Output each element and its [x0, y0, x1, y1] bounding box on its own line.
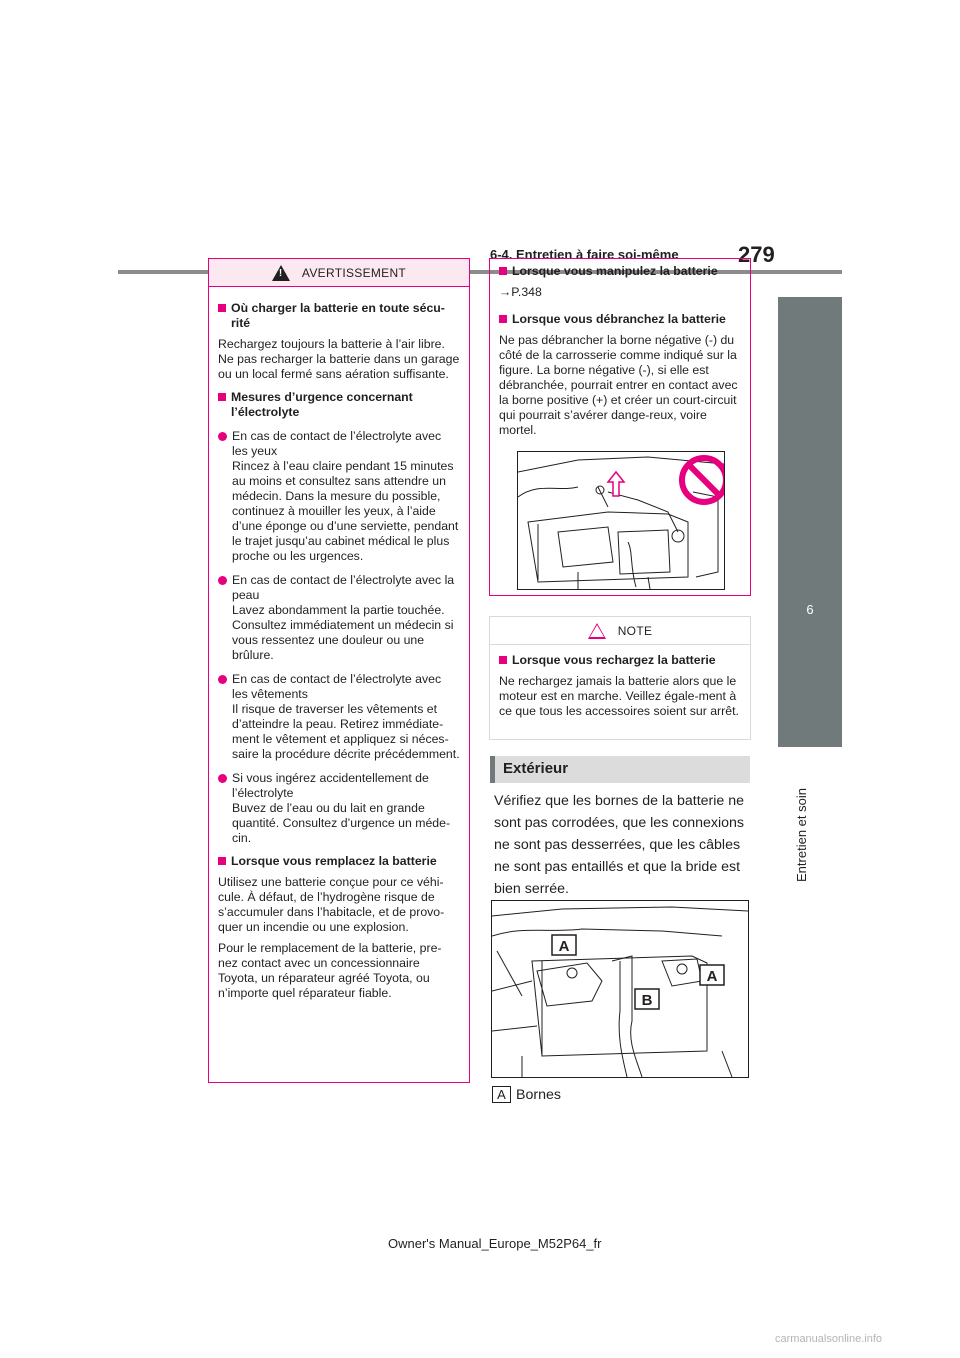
warning-text-replacement-2: Pour le remplacement de la batterie, pre-nez contact avec un concessionnaire Toyota, un réparateur agréé Toyota, ou n’importe quel réparateur fiable. — [218, 941, 442, 1000]
note-box — [489, 616, 751, 740]
figure-label-a-left: A — [558, 938, 570, 955]
warning-bullet-skin: En cas de contact de l’électrolyte avec la peau Lavez abondamment la partie touchée. Consultez immédiatement un médecin si vous ressentez une douleur ou une brûlure. — [218, 573, 460, 663]
warning-bullet-clothes: En cas de contact de l’électrolyte avec les vêtements Il risque de traverser les vêtements et d’atteindre la peau. Retirez immédiate-ment le vêtement et appliquez si néces-saire la procédure décrite précédemment. — [218, 672, 460, 762]
battery-terminals-figure — [491, 900, 749, 1078]
warning-box — [208, 258, 470, 1083]
caption-letter-box: A — [492, 1086, 511, 1103]
header-title: 6-4. Entretien à faire soi-même — [490, 247, 679, 262]
warning-bullet-ingestion: Si vous ingérez accidentellement de l’électrolyte Buvez de l’eau ou du lait en grande quantité. Consultez d’urgence un méde-cin. — [218, 771, 460, 846]
chapter-side-label — [792, 760, 812, 910]
heading-disconnecting-battery: Lorsque vous débranchez la batterie — [499, 312, 741, 327]
warning-text-replacement-1: Utilisez une batterie conçue pour ce véhi-cule. À défaut, de l’hydrogène risque de s’accumuler dans l’habitacle, et de provo-quer un incendie ou une explosion. — [218, 875, 445, 934]
warning-triangle-icon — [272, 265, 290, 281]
exterior-body-text: Vérifiez que les bornes de la batterie ne sont pas corrodées, que les connexions ne sont pas desserrées, que les câbles ne sont pas entaillés et que la bride est bien serrée. — [494, 793, 745, 897]
page-number: 279 — [738, 242, 775, 267]
battery-terminal-prohibited-figure — [517, 451, 725, 590]
chapter-tab-number: 6 — [806, 602, 814, 617]
warning-box-header — [209, 259, 469, 287]
warning-text-charging-location: Rechargez toujours la batterie à l’air libre. Ne pas recharger la batterie dans un garage ou un local fermé sans aération suffisante. — [218, 337, 460, 381]
text-disconnecting-battery: Ne pas débrancher la borne négative (-) du côté de la carrosserie comme indiqué sur la figure. La borne négative (-), si elle est débranchée, pourrait entrer en contact avec la borne positive (+) et créer un court-circuit qui pourrait s’avérer dange-reux, voire mortel. — [499, 333, 738, 437]
chapter-tab — [778, 297, 842, 747]
warning-heading-electrolyte: Mesures d’urgence concernant l’électrolyte — [218, 390, 460, 420]
caption-text: Bornes — [516, 1086, 561, 1103]
section-heading-exterior: Extérieur — [490, 756, 750, 783]
figure-caption — [492, 1086, 561, 1103]
note-box-title: NOTE — [617, 623, 653, 638]
note-box-header — [490, 617, 750, 645]
chapter-side-label-text: Entretien et soin — [794, 788, 809, 882]
reference-page-link[interactable]: →P.348 — [499, 285, 542, 299]
watermark: carmanualsonline.info — [775, 1333, 883, 1345]
footer-manual-id: Owner's Manual_Europe_M52P64_fr — [388, 1236, 602, 1251]
warning-continuation-content — [490, 264, 750, 438]
note-text-recharging: Ne rechargez jamais la batterie alors que le moteur est en marche. Veillez égale-ment à ce que tous les accessoires soient sur arrêt. — [499, 674, 739, 718]
warning-heading-replacement: Lorsque vous remplacez la batterie — [218, 854, 460, 869]
figure-label-b: B — [641, 992, 653, 1009]
warning-box-title: AVERTISSEMENT — [301, 265, 407, 280]
note-heading-recharging: Lorsque vous rechargez la batterie — [499, 653, 741, 668]
note-box-content — [490, 653, 750, 719]
warning-bullet-eyes: En cas de contact de l’électrolyte avec les yeux Rincez à l’eau claire pendant 15 minutes au moins et consultez sans attendre un médecin. Dans la mesure du possible, continuez à mouiller les yeux, à l’aide d’une éponge ou d’une serviette, pendant le trajet jusqu’au cabinet médical le plus proche ou les urgences. — [218, 429, 460, 564]
warning-heading-charging-location: Où charger la batterie en toute sécu-rité — [218, 301, 460, 331]
warning-box-content — [209, 287, 469, 1001]
caution-triangle-icon — [588, 623, 606, 639]
heading-handling-battery: Lorsque vous manipulez la batterie — [499, 264, 741, 279]
figure-label-a-right: A — [706, 968, 718, 985]
